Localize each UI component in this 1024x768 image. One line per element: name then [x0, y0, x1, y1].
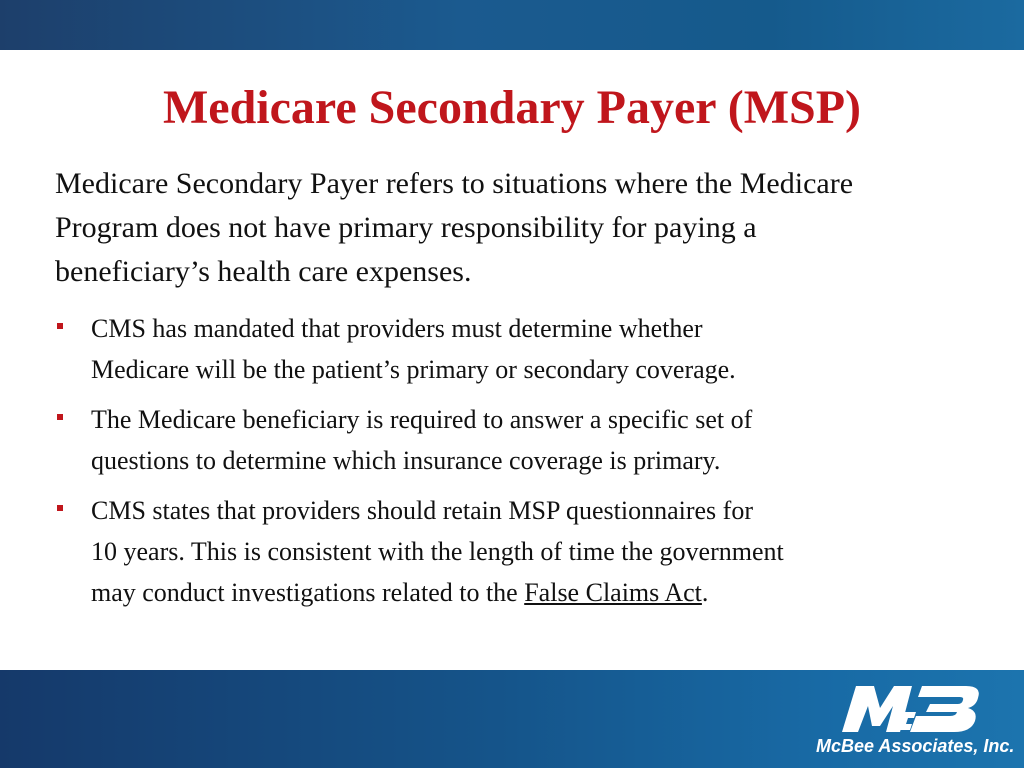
mcbee-logo-icon — [842, 686, 982, 732]
top-banner — [0, 0, 1024, 50]
square-bullet-icon — [57, 414, 63, 420]
intro-line: Medicare Secondary Payer refers to situations where the Medicare — [55, 167, 854, 200]
intro-paragraph — [55, 162, 1015, 294]
bullet-line: questions to determine which insurance coverage is primary. — [91, 446, 721, 475]
bullet-line: CMS states that providers should retain MSP questionnaires for — [91, 496, 753, 525]
intro-line: Program does not have primary responsibility for paying a — [55, 211, 757, 244]
square-bullet-icon — [57, 505, 63, 511]
bullet-line — [91, 572, 995, 613]
false-claims-act-link[interactable]: False Claims Act — [524, 578, 702, 607]
bullet-line: 10 years. This is consistent with the length of time the government — [91, 537, 784, 566]
bullet-line-suffix: . — [701, 578, 709, 607]
bullet-line: Medicare will be the patient’s primary or secondary coverage. — [91, 355, 736, 384]
slide-title: Medicare Secondary Payer (MSP) — [162, 81, 862, 134]
bullet-line-prefix: may conduct investigations related to the — [91, 578, 525, 607]
bullet-line: CMS has mandated that providers must determine whether — [91, 314, 703, 343]
bullet-line: The Medicare beneficiary is required to answer a specific set of — [91, 405, 753, 434]
bullet-item — [55, 308, 995, 390]
company-logo — [812, 686, 1015, 762]
company-name: McBee Associates, Inc. — [816, 736, 1015, 756]
intro-line: beneficiary’s health care expenses. — [55, 255, 472, 288]
bullet-item — [55, 399, 995, 481]
square-bullet-icon — [57, 323, 63, 329]
bullet-list — [55, 308, 995, 622]
bullet-item — [55, 490, 995, 613]
